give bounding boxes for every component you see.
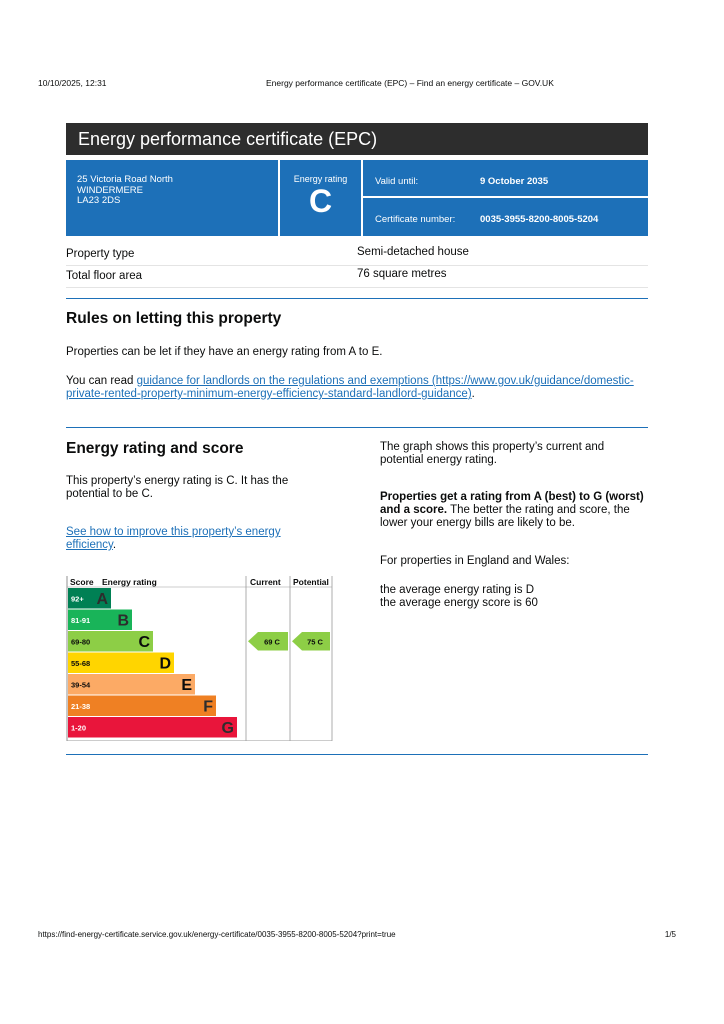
print-title: Energy performance certificate (EPC) – Find an energy certificate – GOV.UK [266, 78, 554, 88]
certificate-number-row [363, 198, 648, 236]
certificate-number-label: Certificate number: [375, 214, 456, 225]
chart-header-score: Score [70, 577, 94, 587]
energy-rating-chart [66, 576, 334, 741]
valid-until-row [363, 160, 648, 198]
improve-efficiency-paragraph: See how to improve this property’s energy efficiency. [66, 526, 281, 551]
energy-rating-text: This property’s energy rating is C. It has the potential to be C. [66, 475, 289, 500]
landlord-guidance-link[interactable]: guidance for landlords on the regulations and exemptions (https://www.gov.uk/guidance/domestic- private-rented-property-minimum-energy-efficiency-standard-landlord-guidance) [66, 375, 634, 400]
address-line: 25 Victoria Road North [77, 174, 173, 185]
print-date: 10/10/2025, 12:31 [38, 78, 107, 88]
section-divider [66, 298, 648, 299]
rating-band-range: 21-38 [71, 702, 91, 711]
energy-rating-letter: C [308, 183, 333, 219]
current-rating-label: 69 C [264, 637, 280, 647]
energy-rating-cell [278, 160, 363, 236]
print-url: https://find-energy-certificate.service.gov.uk/energy-certificate/0035-3955-8200-8005-5204?print=true [38, 930, 396, 939]
rating-band-range: 1-20 [71, 723, 87, 733]
energy-rating-label: Energy rating [293, 174, 348, 184]
rating-explanation: Properties get a rating from A (best) to G (worst) and a score. The better the rating and score, the lower your energy bills are likely to be. [380, 491, 644, 529]
guidance-suffix: . [471, 388, 475, 400]
rating-band-bar [68, 717, 237, 738]
energy-rating-heading: Energy rating and score [66, 440, 244, 457]
energy-rating-chart-svg [66, 576, 334, 741]
england-wales-text: For properties in England and Wales: [380, 555, 570, 567]
address-line: LA23 2DS [77, 195, 121, 206]
floor-area-value: 76 square metres [357, 268, 447, 280]
floor-area-label: Total floor area [66, 270, 143, 282]
page-number: 1/5 [664, 930, 676, 939]
print-footer [38, 930, 676, 939]
rating-band-letter: B [117, 612, 129, 630]
address-line: WINDERMERE [77, 184, 143, 196]
guidance-prefix: You can read [66, 375, 137, 387]
property-type-value: Semi-detached house [357, 246, 469, 258]
valid-until-label: Valid until: [375, 176, 419, 187]
rating-band-range: 55-68 [71, 659, 91, 668]
potential-rating-label: 75 C [307, 637, 323, 647]
rating-band-letter: A [96, 591, 108, 608]
letting-rules-text: Properties can be let if they have an energy rating from A to E. [66, 346, 383, 358]
property-type-label: Property type [66, 248, 135, 260]
rating-band-range: 81-91 [71, 616, 91, 625]
landlord-guidance-paragraph [66, 375, 648, 401]
property-type-row [66, 244, 648, 266]
valid-until-value: 9 October 2035 [480, 176, 549, 187]
section-divider [66, 754, 648, 755]
chart-header-potential: Potential [293, 577, 329, 587]
section-divider [66, 427, 648, 428]
rating-band-range: 92+ [71, 594, 84, 604]
rating-band-letter: F [203, 698, 213, 716]
epc-title-banner [66, 123, 648, 155]
chart-header-current: Current [250, 577, 281, 587]
rating-band-bar [68, 696, 216, 717]
chart-header-rating: Energy rating [102, 577, 157, 587]
page-title: Energy performance certificate (EPC) [78, 129, 378, 149]
property-address [77, 175, 173, 207]
rating-band-range: 39-54 [71, 680, 91, 690]
graph-description: The graph shows this property’s current and potential energy rating. [380, 441, 605, 466]
letting-rules-heading: Rules on letting this property [66, 310, 282, 327]
rating-band-letter: C [138, 634, 150, 651]
average-rating-text: the average energy rating is D the average energy score is 60 [380, 584, 538, 609]
certificate-number-value: 0035-3955-8200-8005-5204 [480, 214, 599, 225]
certificate-summary [66, 160, 648, 236]
rating-band-letter: G [221, 720, 234, 737]
improve-efficiency-link[interactable]: See how to improve this property’s energy efficiency [66, 526, 281, 551]
floor-area-row [66, 266, 648, 288]
rating-band-letter: D [159, 655, 171, 673]
property-details-table [66, 244, 648, 288]
rating-band-range: 69-80 [71, 637, 91, 647]
rating-band-letter: E [181, 677, 192, 694]
